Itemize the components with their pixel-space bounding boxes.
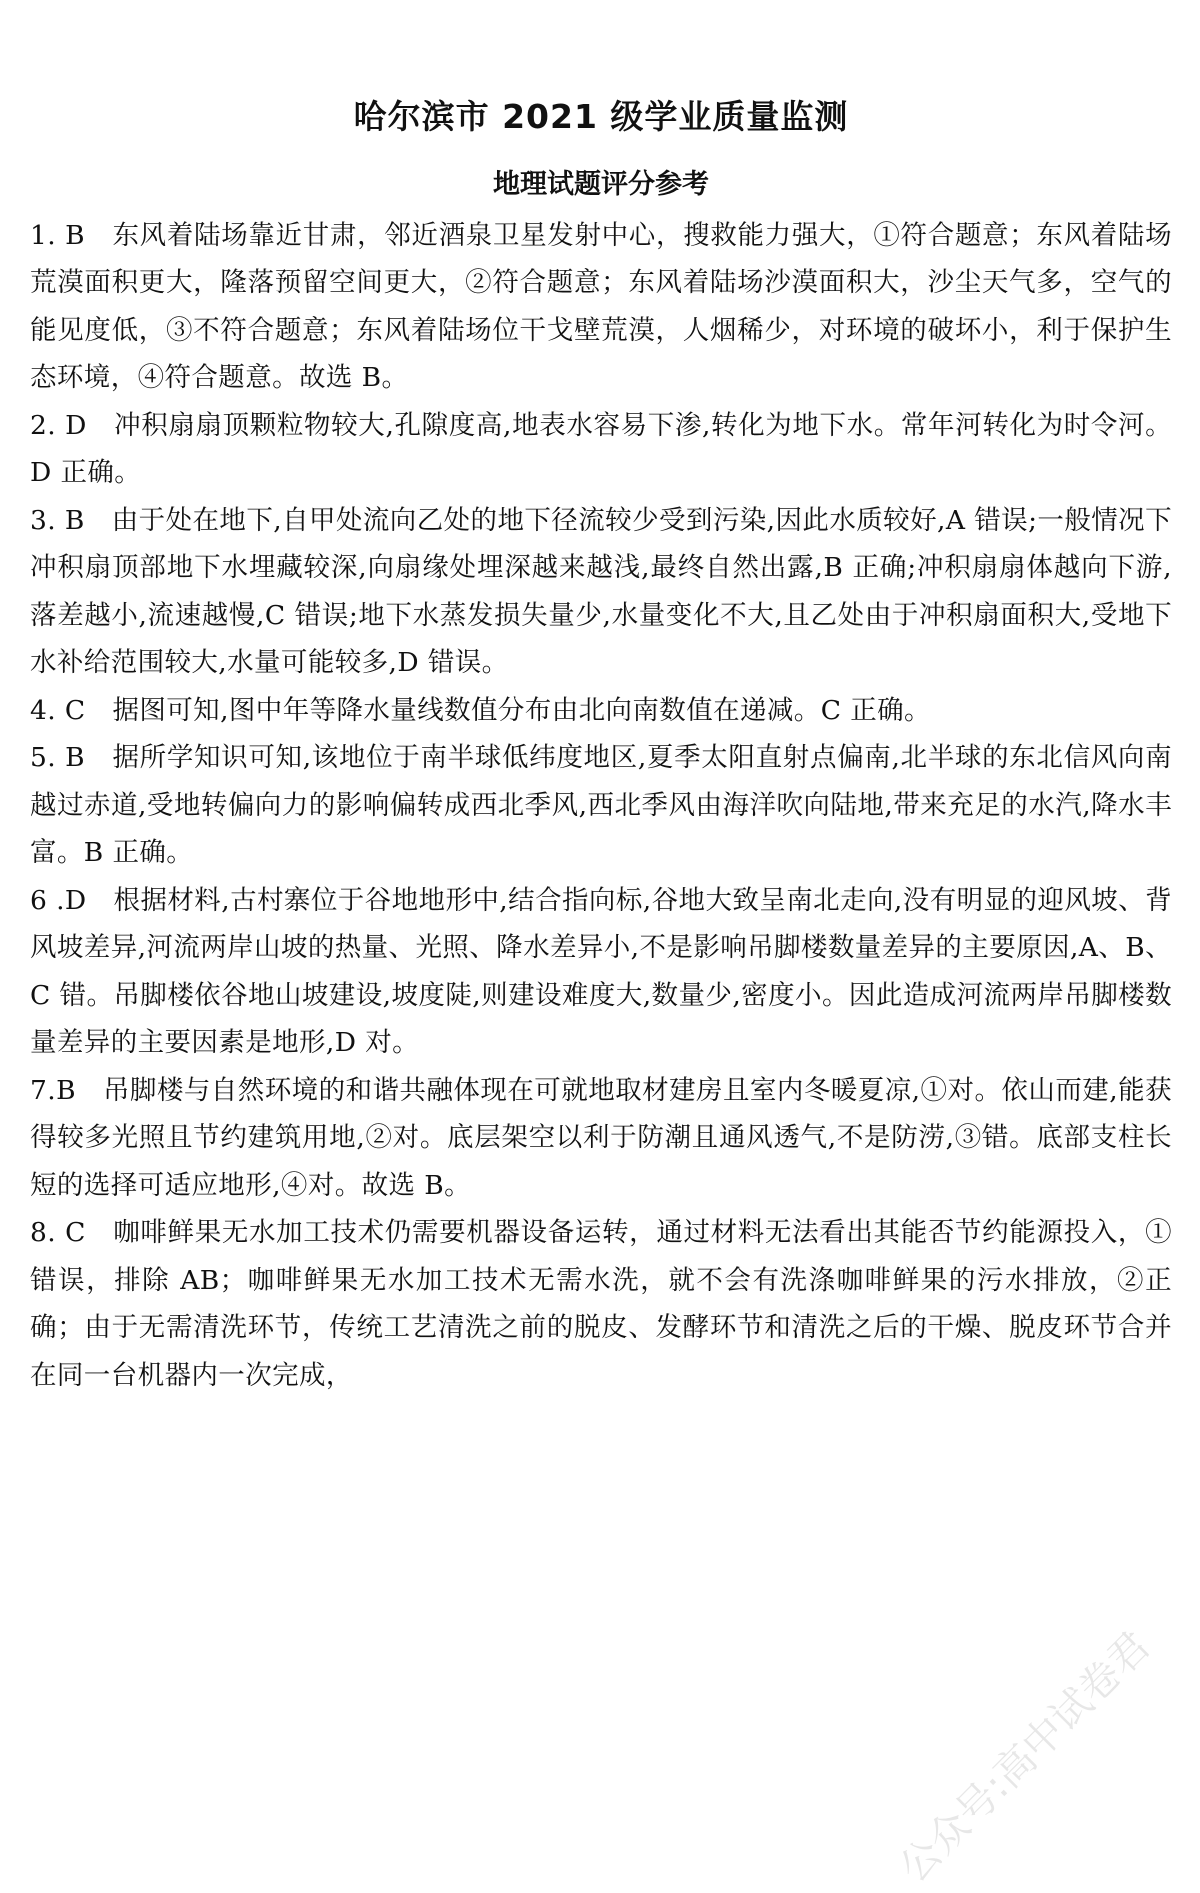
watermark-text: 公众号:高中试卷君: [890, 1623, 1159, 1892]
answer-item-5: 5. B 据所学知识可知,该地位于南半球低纬度地区,夏季太阳直射点偏南,北半球的东北信风向南越过赤道,受地转偏向力的影响偏转成西北季风,西北季风由海洋吹向陆地,带来充足的水汽,降水丰富。B 正确。: [30, 742, 1172, 869]
answer-item-1: 1. B 东风着陆场靠近甘肃，邻近酒泉卫星发射中心，搜救能力强大，①符合题意；东风着陆场荒漠面积更大，隆落预留空间更大，②符合题意；东风着陆场沙漠面积大，沙尘天气多，空气的能见度低，③不符合题意；东风着陆场位干戈壁荒漠，人烟稀少，对环境的破坏小，利于保护生态环境，④符合题意。故选 B。: [30, 219, 1172, 394]
answer-item-2: 2. D 冲积扇扇顶颗粒物较大,孔隙度高,地表水容易下渗,转化为地下水。常年河转化为时令河。D 正确。: [30, 409, 1172, 489]
answer-item-3: 3. B 由于处在地下,自甲处流向乙处的地下径流较少受到污染,因此水质较好,A 错误;一般情况下冲积扇顶部地下水埋藏较深,向扇缘处埋深越来越浅,最终自然出露,B 正确;冲积扇扇体越向下游,落差越小,流速越慢,C 错误;地下水蒸发损失量少,水量变化不大,且乙处由于冲积扇面积大,受地下水补给范围较大,水量可能较多,D 错误。: [30, 504, 1172, 679]
page-title: 哈尔滨市 2021 级学业质量监测: [353, 97, 849, 136]
answer-list: [30, 212, 1172, 1400]
answer-item-6: 6 .D 根据材料,古村寨位于谷地地形中,结合指向标,谷地大致呈南北走向,没有明显的迎风坡、背风坡差异,河流两岸山坡的热量、光照、降水差异小,不是影响吊脚楼数量差异的主要原因,A、B、C 错。吊脚楼依谷地山坡建设,坡度陡,则建设难度大,数量少,密度小。因此造成河流两岸吊脚楼数量差异的主要因素是地形,D 对。: [30, 884, 1172, 1059]
page-subtitle: 地理试题评分参考: [493, 168, 709, 200]
answer-item-8: 8. C 咖啡鲜果无水加工技术仍需要机器设备运转，通过材料无法看出其能否节约能源投入，①错误，排除 AB；咖啡鲜果无水加工技术无需水洗，就不会有洗涤咖啡鲜果的污水排放，②正确；由于无需清洗环节，传统工艺清洗之前的脱皮、发酵环节和清洗之后的干燥、脱皮环节合并在同一台机器内一次完成，: [30, 1217, 1172, 1391]
answer-item-4: 4. C 据图可知,图中年等降水量线数值分布由北向南数值在递减。C 正确。: [30, 694, 931, 726]
answer-item-7: 7.B 吊脚楼与自然环境的和谐共融体现在可就地取材建房且室内冬暖夏凉,①对。依山而建,能获得较多光照且节约建筑用地,②对。底层架空以利于防潮且通风透气,不是防涝,③错。底部支柱长短的选择可适应地形,④对。故选 B。: [30, 1074, 1172, 1201]
